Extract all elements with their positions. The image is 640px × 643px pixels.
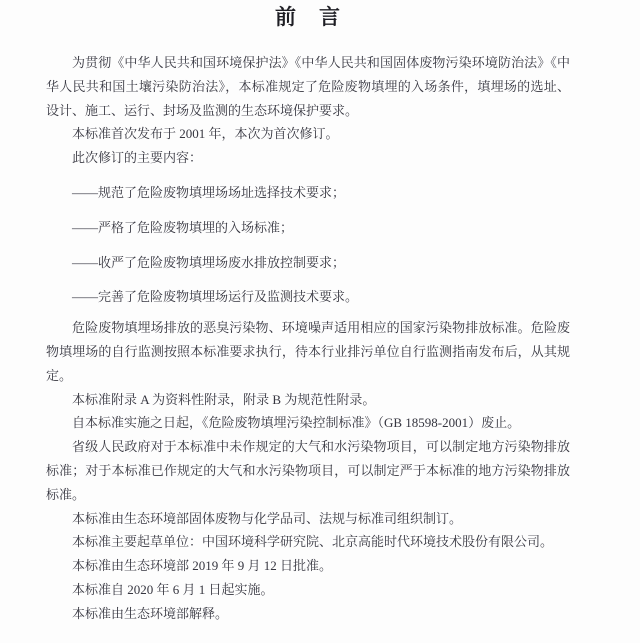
paragraph: 本标准由生态环境部固体废物与化学品司、法规与标准司组织制订。 — [72, 510, 463, 526]
paragraph: 此次修订的主要内容： — [72, 150, 203, 166]
paragraph: 为贯彻《中华人民共和国环境保护法》《中华人民共和国固体废物污染环境防治法》《中华人民共和国土壤污染防治法》，本标准规定了危险废物填埋的入场条件，填埋场的选址、设计、施工、运行、封场及监测的生态环境保护要求。 — [46, 55, 570, 118]
paragraph: 省级人民政府对于本标准中未作规定的大气和水污染物项目，可以制定地方污染物排放标准；对于本标准已作规定的大气和水污染物项目，可以制定严于本标准的地方污染物排放标准。 — [46, 439, 570, 502]
paragraph: 本标准主要起草单位：中国环境科学研究院、北京高能时代环境技术股份有限公司。 — [72, 534, 554, 550]
paragraph: 本标准由生态环境部 2019 年 9 月 12 日批准。 — [72, 558, 333, 574]
paragraph: ——收严了危险废物填埋场废水排放控制要求； — [72, 254, 346, 270]
page-title: 前 言 — [275, 5, 341, 29]
paragraph: ——完善了危险废物填埋场运行及监测技术要求。 — [72, 289, 359, 305]
paragraph: ——严格了危险废物填埋的入场标准； — [72, 219, 294, 235]
paragraph: 本标准自 2020 年 6 月 1 日起实施。 — [72, 581, 274, 597]
document-body — [46, 51, 570, 626]
paragraph: ——规范了危险废物填埋场场址选择技术要求； — [72, 184, 346, 200]
paragraph: 本标准首次发布于 2001 年，本次为首次修订。 — [72, 126, 339, 142]
paragraph: 本标准附录 A 为资料性附录，附录 B 为规范性附录。 — [72, 391, 376, 407]
paragraph: 本标准由生态环境部解释。 — [72, 605, 229, 621]
paragraph: 危险废物填埋场排放的恶臭污染物、环境噪声适用相应的国家污染物排放标准。危险废物填埋场的自行监测按照本标准要求执行，待本行业排污单位自行监测指南发布后，从其规定。 — [46, 320, 570, 383]
paragraph: 自本标准实施之日起，《危险废物填埋污染控制标准》（GB 18598-2001）废止。 — [72, 415, 521, 431]
